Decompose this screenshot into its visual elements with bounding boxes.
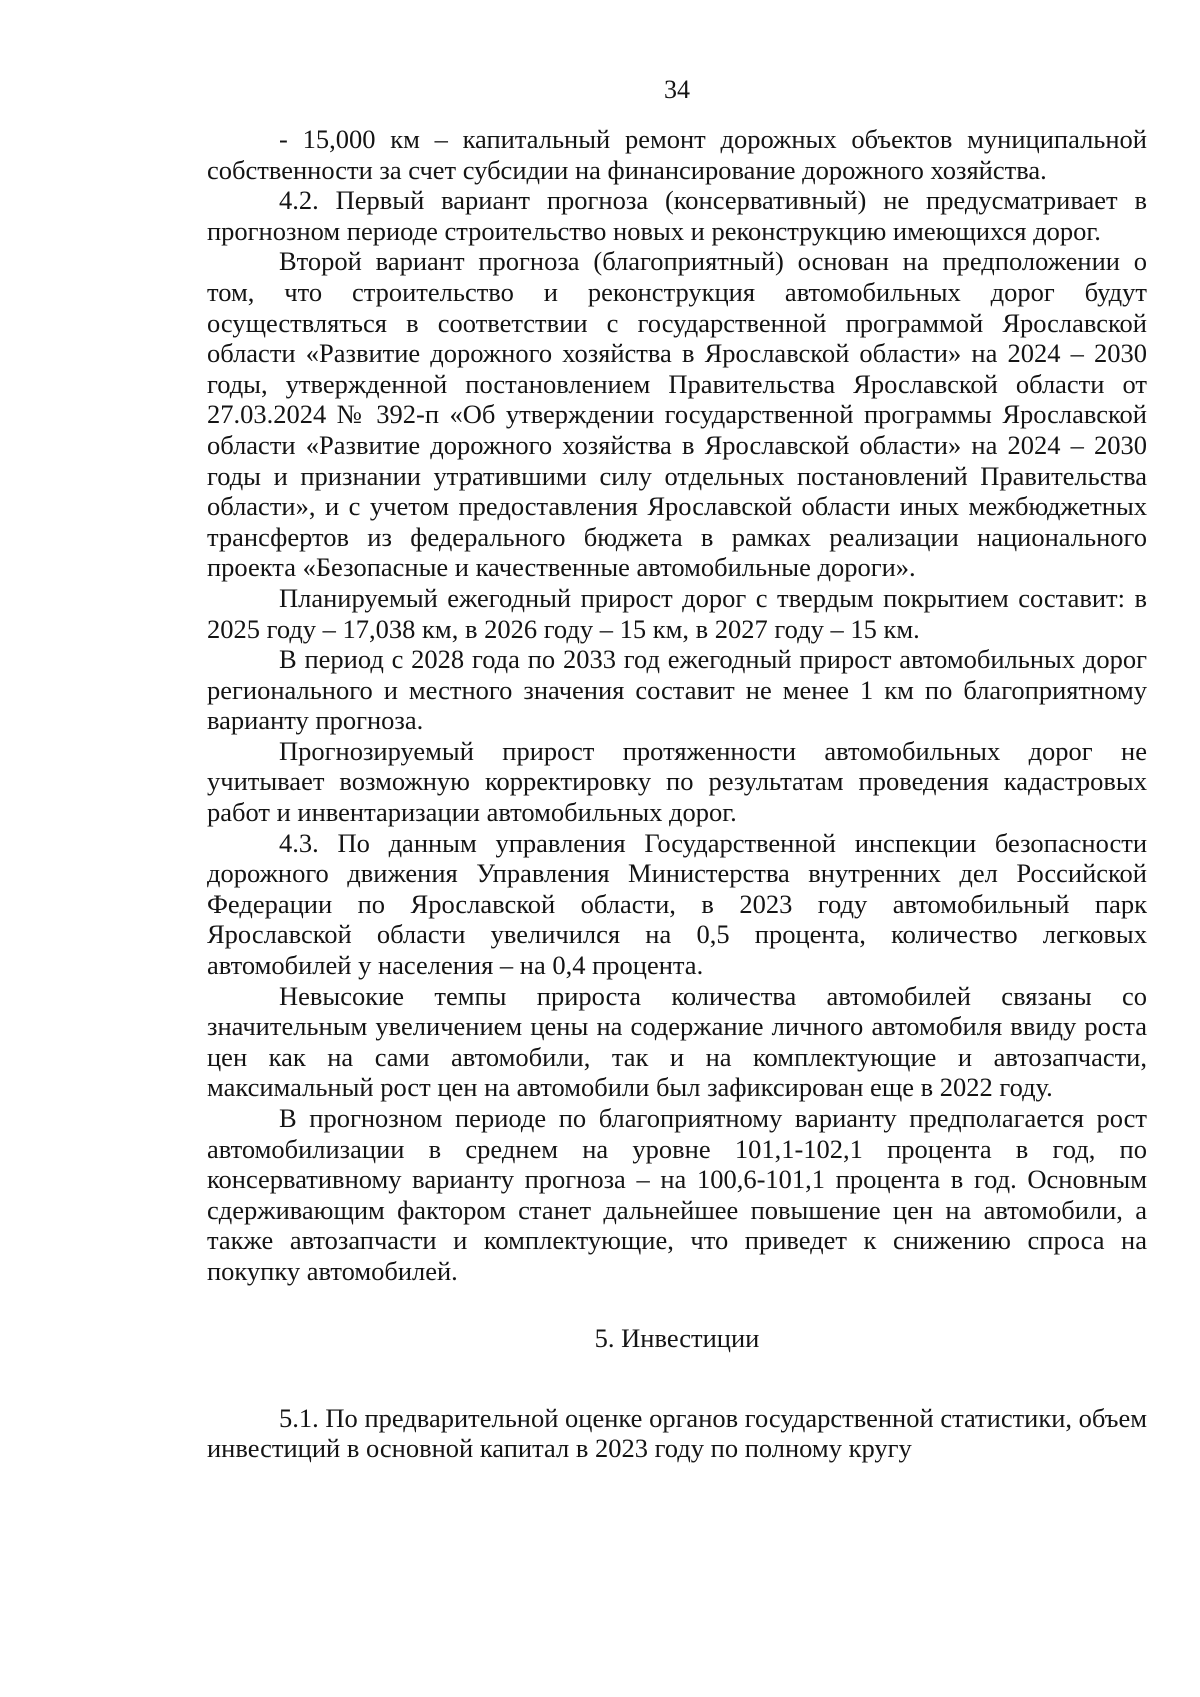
paragraph: В период с 2028 года по 2033 год ежегодный прирост автомобильных дорог регионального и местного значения составит не менее 1 км по благоприятному варианту прогноза. — [207, 644, 1147, 736]
paragraph: - 15,000 км – капитальный ремонт дорожных объектов муниципальной собственности за счет субсидии на финансирование дорожного хозяйства. — [207, 124, 1147, 185]
paragraph: 4.3. По данным управления Государственной инспекции безопасности дорожного движения Управления Министерства внутренних дел Российской Федерации по Ярославской области, в 2023 году автомобильный парк Ярославской области увеличился на 0,5 процента, количество легковых автомобилей у населения – на 0,4 процента. — [207, 827, 1147, 981]
paragraph: В прогнозном периоде по благоприятному варианту предполагается рост автомобилизации в среднем на уровне 101,1-102,1 процента в год, по консервативному варианту прогноза – на 100,6-101,1 процента в год. Основным сдерживающим фактором станет дальнейшее повышение цен на автомобили, а также автозапчасти и комплектующие, что приведет к снижению спроса на покупку автомобилей. — [207, 1103, 1147, 1286]
paragraph: 5.1. По предварительной оценке органов государственной статистики, объем инвестиций в основной капитал в 2023 году по полному кругу — [207, 1402, 1147, 1464]
document-page — [207, 70, 1147, 1464]
paragraph: Невысокие темпы прироста количества автомобилей связаны со значительным увеличением цены на содержание личного автомобиля ввиду роста цен как на сами автомобили, так и на комплектующие и автозапчасти, максимальный рост цен на автомобили был зафиксирован еще в 2022 году. — [207, 980, 1147, 1103]
paragraph: Планируемый ежегодный прирост дорог с твердым покрытием составит: в 2025 году – 17,038 км, в 2026 году – 15 км, в 2027 году – 15 км. — [207, 582, 1147, 644]
page-number: 34 — [664, 75, 690, 104]
paragraph: 4.2. Первый вариант прогноза (консервативный) не предусматривает в прогнозном периоде строительство новых и реконструкцию имеющихся дорог. — [207, 185, 1147, 246]
paragraph: Прогнозируемый прирост протяженности автомобильных дорог не учитывает возможную корректировку по результатам проведения кадастровых работ и инвентаризации автомобильных дорог. — [207, 735, 1147, 828]
paragraph: Второй вариант прогноза (благоприятный) основан на предположении о том, что строительство и реконструкция автомобильных дорог будут осуществляться в соответствии с государственной программой Ярославской области «Развитие дорожного хозяйства в Ярославской области» на 2024 – 2030 годы, утвержденной постановлением Правительства Ярославской области от 27.03.2024 № 392-п «Об утверждении государственной программы Ярославской области «Развитие дорожного хозяйства в Ярославской области» на 2024 – 2030 годы и признании утратившими силу отдельных постановлений Правительства области», и с учетом предоставления Ярославской области иных межбюджетных трансфертов из федерального бюджета в рамках реализации национального проекта «Безопасные и качественные автомобильные дороги». — [207, 246, 1147, 583]
section-heading: 5. Инвестиции — [594, 1322, 760, 1353]
